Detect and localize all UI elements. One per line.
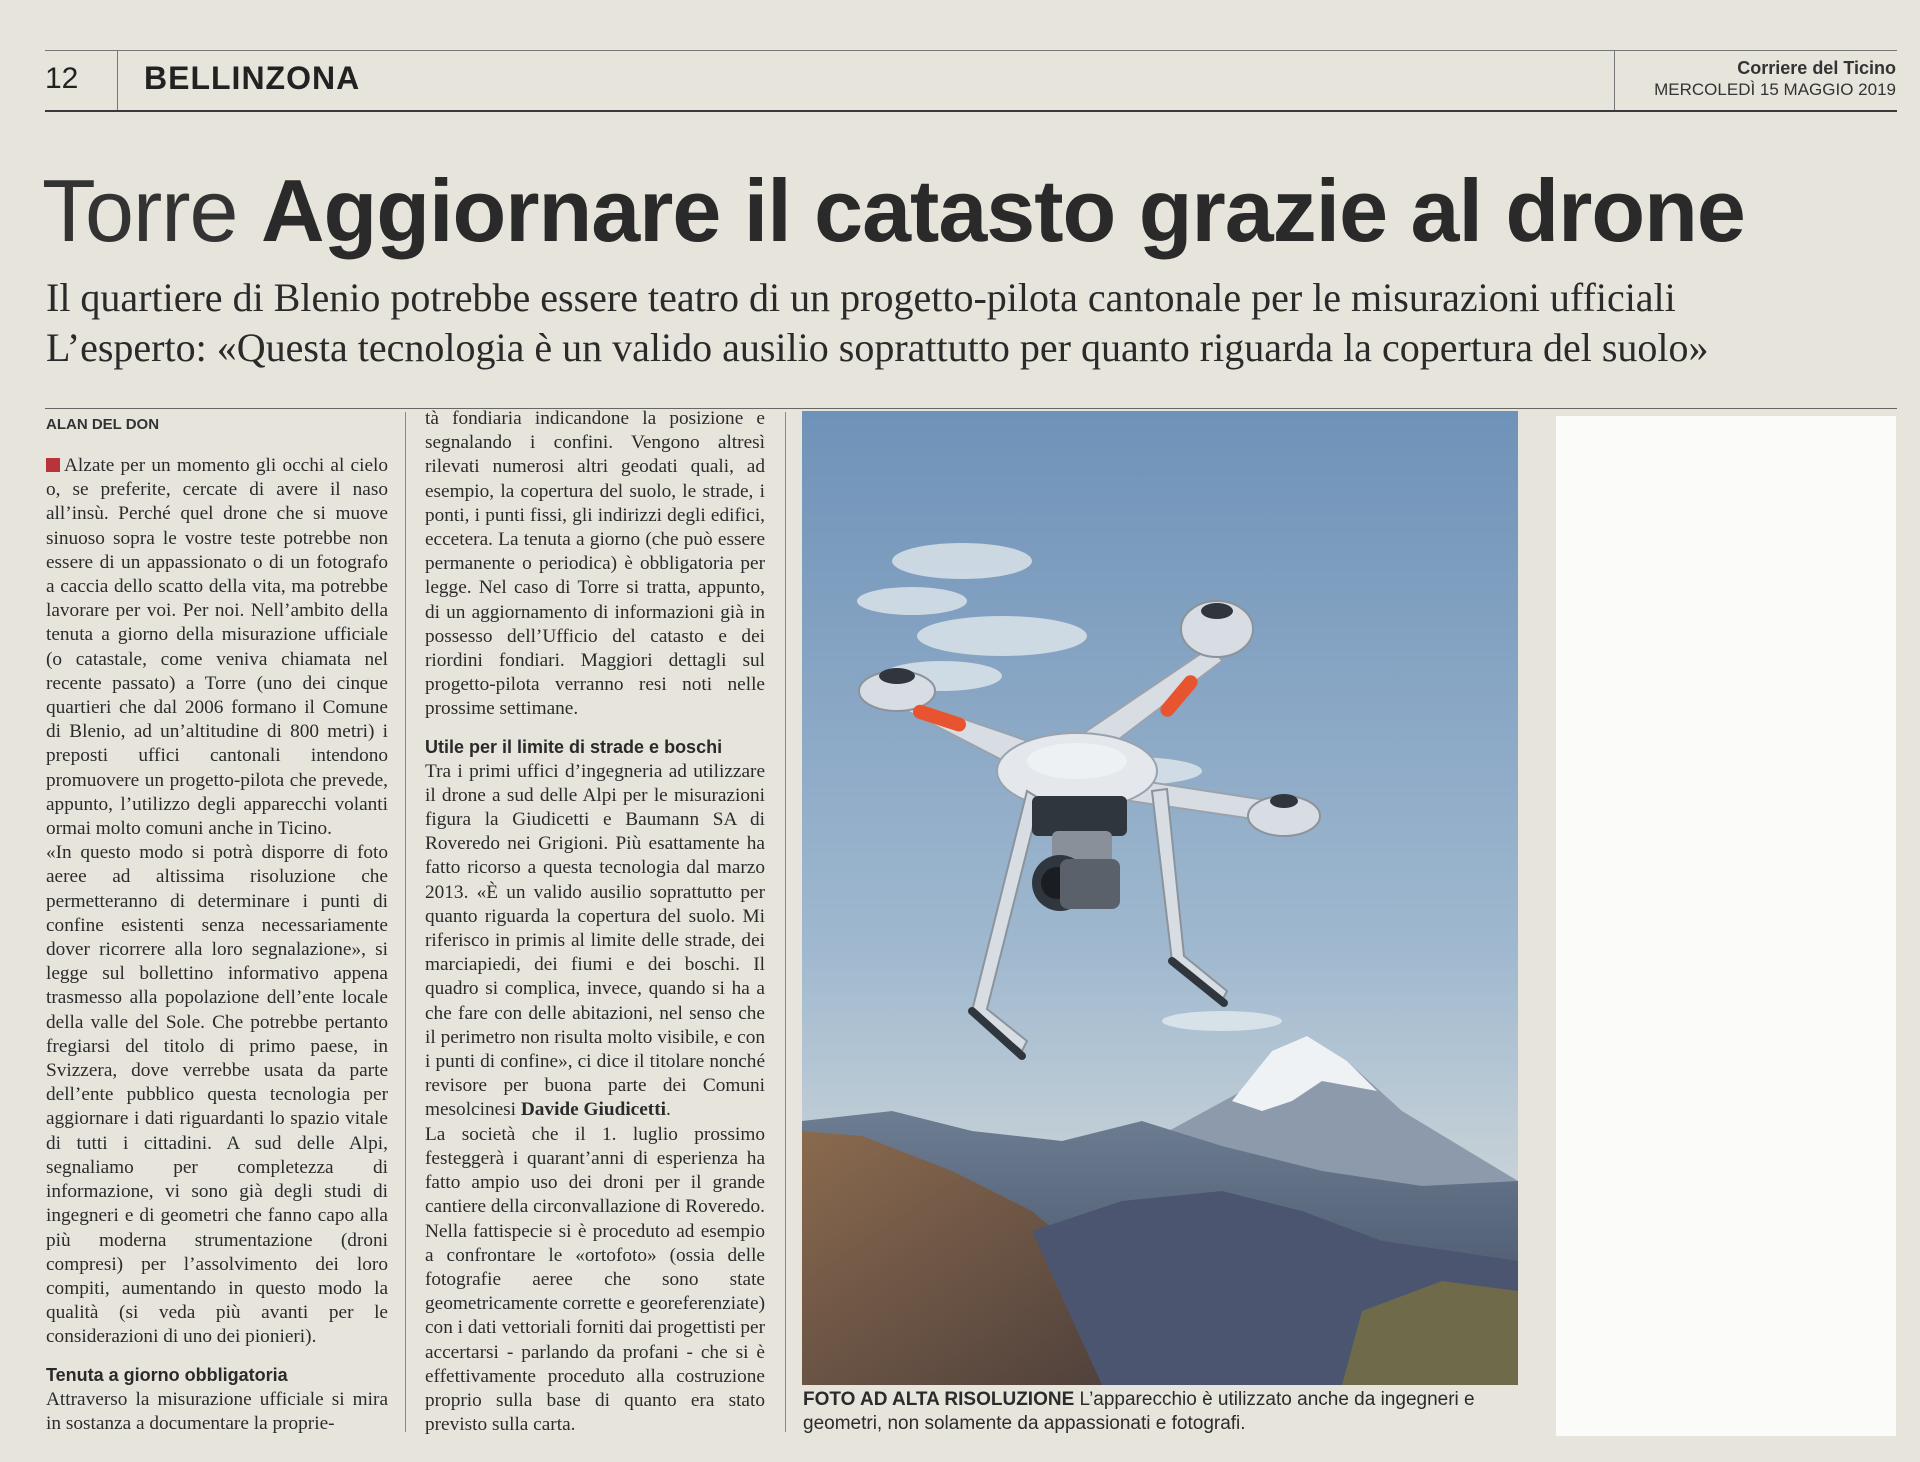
header-separator — [117, 50, 118, 110]
newspaper-name: Corriere del Ticino — [1737, 58, 1896, 78]
caption-title: FOTO AD ALTA RISOLUZIONE — [803, 1389, 1075, 1410]
paragraph — [425, 760, 765, 1123]
article-column-2 — [425, 407, 765, 1437]
header-bottom-rule — [45, 110, 1897, 112]
paragraph: Attraverso la misurazione ufficiale si mira in sostanza a documentare la proprie- — [46, 1388, 388, 1434]
paragraph: La società che il 1. luglio prossimo festeggerà i quarant’anni di esperienza ha fatto ampio uso dei droni per il grande cantiere della circonvallazione di Roveredo. Nella fattispecie si è proceduto ad esempio a confrontare le «ortofoto» (ossia delle fotografie aeree che sono state geometricamente corrette e georeferenziate) con i dati vettoriali forniti dai progettisti per accertarsi - parlando da profani - che si è effettivamente proceduto alla costruzione proprio sulla base di quanto era stato previsto sulla carta. — [425, 1123, 766, 1436]
headline-kicker: Torre — [42, 161, 238, 260]
subheadline: L’esperto: «Questa tecnologia è un valido ausilio soprattutto per quanto riguarda la copertura del suolo» — [46, 325, 1709, 370]
paragraph — [46, 454, 388, 841]
blank-area — [1556, 416, 1896, 1436]
headline — [42, 156, 1902, 266]
subhead-rule — [45, 408, 1897, 409]
paragraph-marker-icon — [46, 458, 60, 472]
page-number: 12 — [45, 62, 79, 95]
article-column-1 — [46, 454, 388, 1436]
headline-title: Aggiornare il catasto grazie al drone — [260, 161, 1745, 260]
section-subheading: Utile per il limite di strade e boschi — [425, 736, 723, 757]
byline: ALAN DEL DON — [46, 416, 160, 433]
issue-date: MERCOLEDÌ 15 MAGGIO 2019 — [1654, 80, 1896, 99]
section-name: BELLINZONA — [144, 60, 361, 96]
column-separator — [785, 412, 786, 1432]
paragraph-text: . — [666, 1099, 671, 1121]
header-top-rule — [45, 50, 1897, 51]
paragraph-text: Tra i primi uffici d’ingegneria ad utilizzare il drone a sud delle Alpi per le misurazioni figura la Giudicetti e Baumann SA di Roveredo nei Grigioni. Più esattamente ha fatto ricorso a questa tecnologia dal marzo 2013. «È un valido ausilio soprattutto per quanto riguarda la copertura del suolo. Mi riferisco in primis al limite delle strade, dei marciapiedi, dei fiumi e dei boschi. Il quadro si complica, invece, quando si ha a che fare con delle abitazioni, nel senso che il perimetro non risulta molto visibile, e con i punti di confine», ci dice il titolare nonché revisore per buona parte dei Comuni mesolcinesi — [425, 760, 765, 1121]
paragraph-text: Alzate per un momento gli occhi al cielo o, se preferite, cercate di avere il naso all’insù. Perché quel drone che si muove sinuoso sopra le vostre teste potrebbe non essere di un appassionato o di un fotografo a caccia dello scatto della vita, ma potrebbe lavorare per voi. Per noi. Nell’ambito della tenuta a giorno della misurazione ufficiale (o catastale, come veniva chiamata nel recente passato) a Torre (uno dei cinque quartieri che dal 2006 formano il Comune di Blenio, ad un’altitudine di 800 metri) i preposti uffici cantonali intendono promuovere un progetto-pilota che prevede, appunto, l’utilizzo degli apparecchi volanti ormai molto comuni anche in Ticino. — [46, 455, 388, 840]
header-separator — [1614, 50, 1615, 110]
person-name: Davide Giudicetti — [520, 1099, 666, 1121]
caption-text: L’apparecchio è utilizzato anche da ingegneri e geometri, non solamente da appassionati e fotografi. — [803, 1389, 1475, 1434]
column-separator — [405, 412, 406, 1432]
paragraph: «In questo modo si potrà disporre di foto aeree ad altissima risoluzione che permetteranno di determinare i punti di confine esistenti senza necessariamente dover ricorrere alla loro segnalazione», si legge sul bollettino informativo appena trasmesso alla popolazione dell’ente locale della valle del Sole. Che potrebbe pertanto fregiarsi del titolo di primo paese, in Svizzera, dove verrebbe usata da parte dell’ente pubblico questa tecnologia per aggiornare i dati riguardanti lo spazio vitale di tutti i cittadini. A sud delle Alpi, segnaliamo per completezza di informazione, vi sono già degli studi di ingegneri e di geometri che fanno capo alla più moderna strumentazione (droni compresi) per l’assolvimento dei loro compiti, aumentando in questo modo la qualità (si veda più avanti per le considerazioni di uno dei pionieri). — [46, 842, 388, 1348]
drone-photo — [802, 411, 1518, 1385]
photo-caption — [803, 1388, 1519, 1436]
subheadline: Il quartiere di Blenio potrebbe essere teatro di un progetto-pilota cantonale per le misurazioni ufficiali — [46, 275, 1676, 320]
paragraph: tà fondiaria indicandone la posizione e segnalando i confini. Vengono altresì rilevati numerosi altri geodati quali, ad esempio, la copertura del suolo, le strade, i ponti, i punti fissi, gli indirizzi degli edifici, eccetera. La tenuta a giorno (che può essere permanente o periodica) è obbligatoria per legge. Nel caso di Torre si tratta, appunto, di un aggiornamento di informazioni già in possesso dell’Ufficio del catasto e dei riordini fondiari. Maggiori dettagli sul progetto-pilota verranno resi noti nelle prossime settimane. — [425, 408, 765, 720]
drone-photo-illustration — [802, 411, 1518, 1385]
section-subheading: Tenuta a giorno obbligatoria — [46, 1364, 288, 1385]
